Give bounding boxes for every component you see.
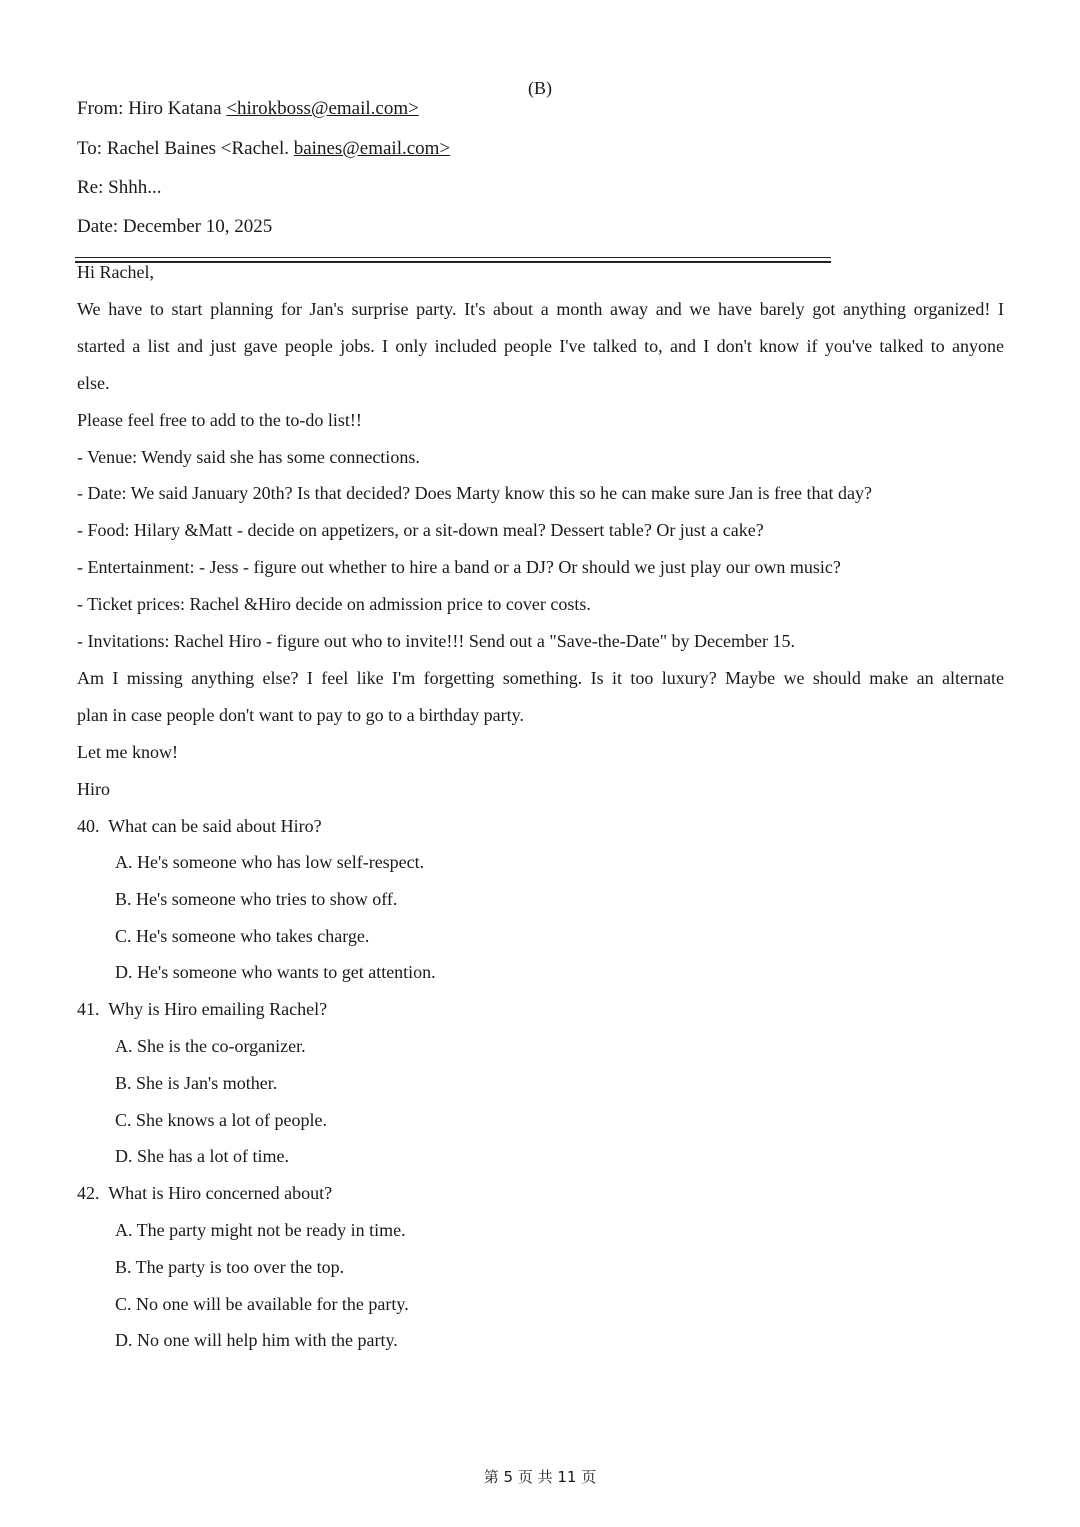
q42-option-d[interactable]: D. No one will help him with the party. bbox=[115, 1330, 398, 1350]
q42-option-b[interactable]: B. The party is too over the top. bbox=[115, 1257, 345, 1277]
todo-item-entertainment: - Entertainment: - Jess - figure out whether to hire a band or a DJ? Or should we just play our own music? bbox=[77, 557, 841, 577]
email-from-line bbox=[77, 98, 419, 120]
todo-item-venue: - Venue: Wendy said she has some connections. bbox=[77, 447, 420, 467]
q41-option-c[interactable]: C. She knows a lot of people. bbox=[115, 1110, 327, 1130]
question-40 bbox=[77, 816, 322, 837]
to-address-link[interactable]: baines@email.com> bbox=[293, 138, 451, 159]
question-text: Why is Hiro emailing Rachel? bbox=[108, 999, 328, 1019]
from-name: Hiro Katana bbox=[128, 98, 222, 119]
q41-option-a[interactable]: A. She is the co-organizer. bbox=[115, 1036, 306, 1056]
email-greeting: Hi Rachel, bbox=[77, 262, 154, 282]
email-subject: Re: Shhh... bbox=[77, 177, 162, 198]
email-to-line bbox=[77, 138, 450, 160]
email-date: Date: December 10, 2025 bbox=[77, 216, 273, 237]
from-address-link[interactable]: <hirokboss@email.com> bbox=[226, 98, 419, 119]
todo-intro: Please feel free to add to the to-do list!! bbox=[77, 410, 362, 430]
question-text: What can be said about Hiro? bbox=[108, 816, 322, 836]
q41-option-d[interactable]: D. She has a lot of time. bbox=[115, 1146, 289, 1166]
question-41 bbox=[77, 999, 327, 1020]
q40-option-b[interactable]: B. He's someone who tries to show off. bbox=[115, 889, 398, 909]
question-number: 40. bbox=[77, 816, 100, 836]
section-label: (B) bbox=[528, 78, 552, 98]
todo-item-invitations: - Invitations: Rachel Hiro - figure out who to invite!!! Send out a "Save-the-Date" by December 15. bbox=[77, 631, 795, 651]
page-footer: 第 5 页 共 11 页 bbox=[483, 1468, 597, 1486]
para1-line-3: else. bbox=[77, 373, 110, 393]
email-signature: Hiro bbox=[77, 779, 110, 799]
to-name: Rachel Baines <Rachel. bbox=[106, 138, 289, 159]
todo-item-date: - Date: We said January 20th? Is that decided? Does Marty know this so he can make sure Jan is free that day? bbox=[77, 483, 872, 503]
q42-option-a[interactable]: A. The party might not be ready in time. bbox=[115, 1220, 406, 1240]
to-label: To: bbox=[77, 138, 103, 159]
from-label: From: bbox=[77, 98, 124, 119]
q41-option-b[interactable]: B. She is Jan's mother. bbox=[115, 1073, 278, 1093]
para1-line-2: started a list and just gave people jobs. I only included people I've talked to, and I don't know if you've talked to anyone bbox=[77, 336, 1004, 356]
para1-line-1: We have to start planning for Jan's surprise party. It's about a month away and we have barely got anything organized! I bbox=[77, 299, 1004, 319]
q40-option-d[interactable]: D. He's someone who wants to get attention. bbox=[115, 962, 436, 982]
header-divider-top bbox=[75, 257, 831, 258]
todo-item-ticket-prices: - Ticket prices: Rachel &Hiro decide on admission price to cover costs. bbox=[77, 594, 591, 614]
q40-option-a[interactable]: A. He's someone who has low self-respect. bbox=[115, 852, 425, 872]
question-number: 41. bbox=[77, 999, 100, 1019]
para2-line-1: Am I missing anything else? I feel like I'm forgetting something. Is it too luxury? Maybe we should make an alternate bbox=[77, 668, 1004, 688]
header-divider-bottom bbox=[75, 261, 831, 263]
question-number: 42. bbox=[77, 1183, 100, 1203]
q42-option-c[interactable]: C. No one will be available for the party. bbox=[115, 1294, 409, 1314]
email-closing: Let me know! bbox=[77, 742, 178, 762]
question-text: What is Hiro concerned about? bbox=[108, 1183, 333, 1203]
q40-option-c[interactable]: C. He's someone who takes charge. bbox=[115, 926, 370, 946]
question-42 bbox=[77, 1183, 332, 1204]
para2-line-2: plan in case people don't want to pay to go to a birthday party. bbox=[77, 705, 524, 725]
todo-item-food: - Food: Hilary &Matt - decide on appetizers, or a sit-down meal? Dessert table? Or just a cake? bbox=[77, 520, 764, 540]
